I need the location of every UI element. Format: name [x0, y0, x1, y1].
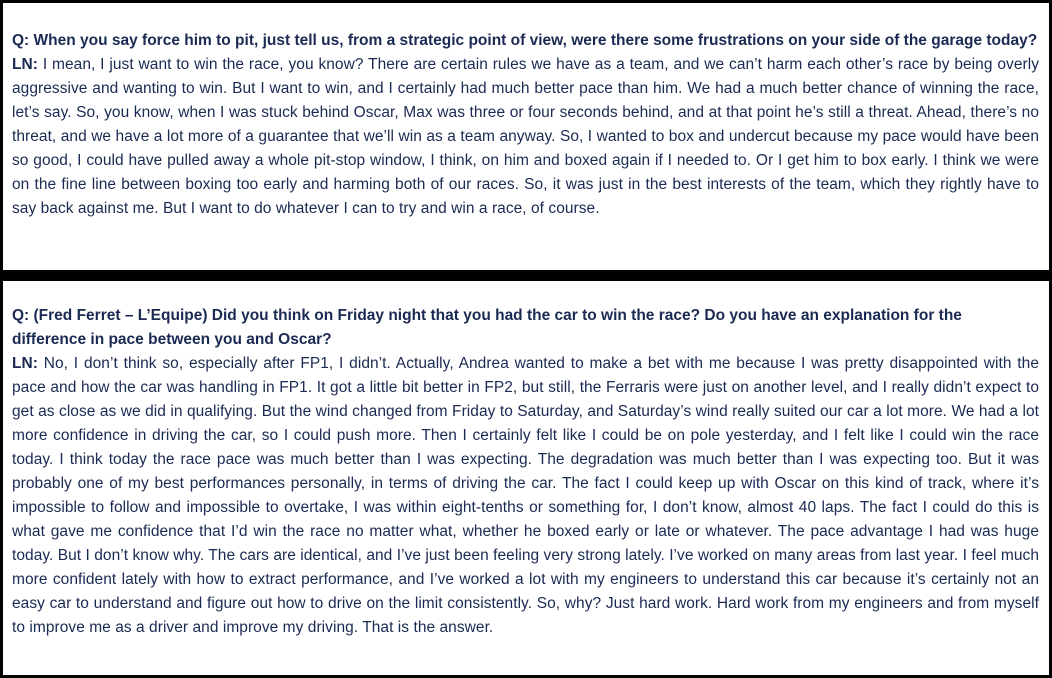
- speaker-label-1: LN:: [12, 56, 38, 73]
- speaker-label-2: LN:: [12, 355, 38, 372]
- qa-block-1: [3, 3, 1049, 270]
- answer-text-2: No, I don’t think so, especially after FP1, I didn’t. Actually, Andrea wanted to make a bet with me because I was pretty disappointed with the pace and how the car was handling in FP1. It got a little bit better in FP2, but still, the Ferraris were just on another level, and I really didn’t expect to get as close as we did in qualifying. But the wind changed from Friday to Saturday, and Saturday’s wind really suited our car a lot more. We had a lot more confidence in driving the car, so I could push more. Then I certainly felt like I could be on pole yesterday, and I felt like I could win the race today. I think today the race pace was much better than I was expecting. The degradation was much better than I was expecting too. But it was probably one of my best performances personally, in terms of driving the car. The fact I could keep up with Oscar on this kind of track, where it’s impossible to follow and impossible to overtake, I was within eight-tenths or something for, I don’t know, almost 40 laps. The fact I could do this is what gave me confidence that I’d win the race no matter what, whether he boxed early or late or whatever. The pace advantage I had was huge today. But I don’t know why. The cars are identical, and I’ve just been feeling very strong lately. I’ve worked on many areas from last year. I feel much more confident lately with how to extract performance, and I’ve worked a lot with my engineers to understand this car because it’s certainly not an easy car to understand and figure out how to drive on the limit consistently. So, why? Just hard work. Hard work from my engineers and from myself to improve me as a driver and improve my driving. That is the answer.: [12, 355, 1039, 636]
- answer-text-1: I mean, I just want to win the race, you know? There are certain rules we have as a team, and we can’t harm each other’s race by being overly aggressive and wanting to win. But I want to win, and I certainly had much better pace than him. We had a much better chance of winning the race, let’s say. So, you know, when I was stuck behind Oscar, Max was three or four seconds behind, and at that point he’s still a threat. Ahead, there’s no threat, and we have a lot more of a guarantee that we’ll win as a team anyway. So, I wanted to box and undercut because my pace would have been so good, I could have pulled away a whole pit-stop window, I think, on him and boxed again if I needed to. Or I get him to box early. I think we were on the fine line between boxing too early and harming both of our races. So, it was just in the best interests of the team, which they rightly have to say back against me. But I want to do whatever I can to try and win a race, of course.: [12, 56, 1040, 217]
- answer-1: [12, 53, 1039, 221]
- qa-block-2: [3, 281, 1049, 675]
- question-2: Q: (Fred Ferret – L’Equipe) Did you think on Friday night that you had the car to win the race? Do you have an explanation for the difference in pace between you and Oscar?: [12, 307, 962, 348]
- question-1: Q: When you say force him to pit, just tell us, from a strategic point of view, were there some frustrations on your side of the garage today?: [12, 32, 1038, 49]
- answer-2: [12, 352, 1039, 640]
